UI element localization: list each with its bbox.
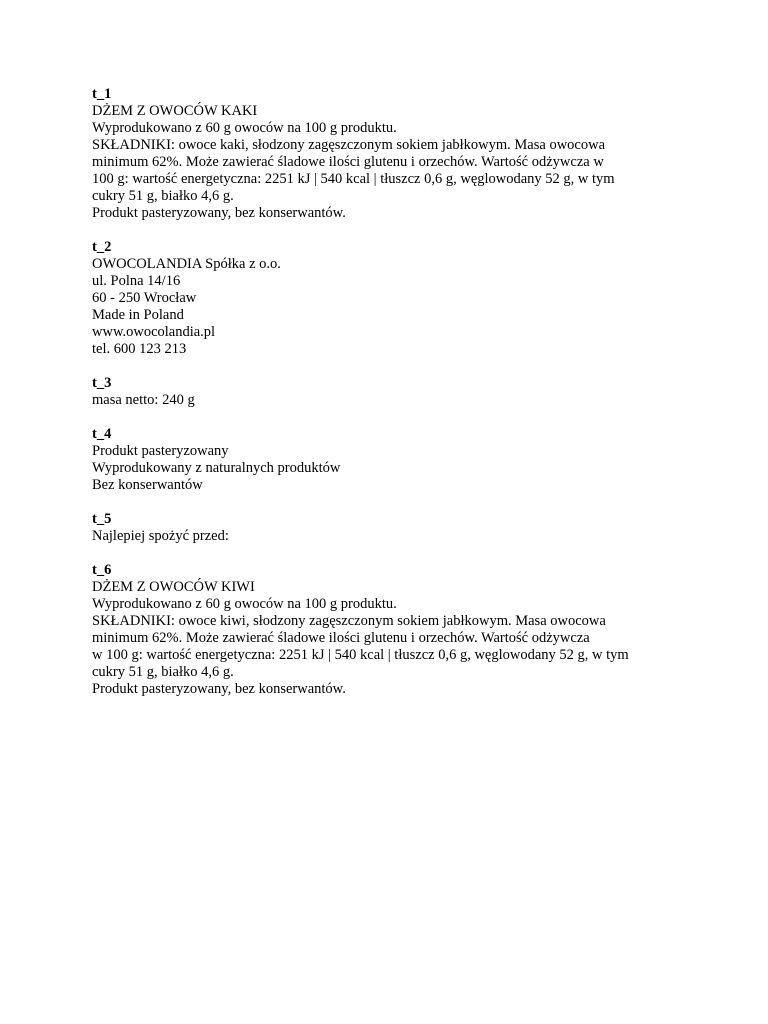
text-line: cukry 51 g, białko 4,6 g. [92,664,234,680]
text-line: cukry 51 g, białko 4,6 g. [92,188,234,204]
product-title: DŻEM Z OWOCÓW KIWI [92,579,255,595]
origin-line: Made in Poland [92,307,184,323]
text-line: Wyprodukowano z 60 g owoców na 100 g produktu. [92,120,397,136]
text-line: minimum 62%. Może zawierać śladowe ilości glutenu i orzechów. Wartość odżywcza w [92,154,604,170]
text-line: Bez konserwantów [92,477,203,493]
section-id: t_3 [92,375,112,391]
section-id: t_5 [92,511,112,527]
net-weight-line: masa netto: 240 g [92,392,195,408]
text-line: SKŁADNIKI: owoce kiwi, słodzony zagęszczonym sokiem jabłkowym. Masa owocowa [92,613,606,629]
section-t5 [92,511,692,545]
section-t3 [92,375,692,409]
section-id: t_4 [92,426,112,442]
text-line: w 100 g: wartość energetyczna: 2251 kJ | 540 kcal | tłuszcz 0,6 g, węglowodany 52 g, w tym [92,647,629,663]
text-line: SKŁADNIKI: owoce kaki, słodzony zagęszczonym sokiem jabłkowym. Masa owocowa [92,137,606,153]
section-t4 [92,426,692,494]
product-title: DŻEM Z OWOCÓW KAKI [92,103,258,119]
text-line: Wyprodukowany z naturalnych produktów [92,460,341,476]
text-line: Produkt pasteryzowany, bez konserwantów. [92,681,346,697]
address-line: 60 - 250 Wrocław [92,290,197,306]
address-line: ul. Polna 14/16 [92,273,181,289]
section-t1 [92,86,692,222]
website-line: www.owocolandia.pl [92,324,216,340]
section-id: t_6 [92,562,112,578]
company-name: OWOCOLANDIA Spółka z o.o. [92,256,281,272]
text-line: Produkt pasteryzowany [92,443,229,459]
text-line: Wyprodukowano z 60 g owoców na 100 g produktu. [92,596,397,612]
section-id: t_1 [92,86,112,102]
text-line: Produkt pasteryzowany, bez konserwantów. [92,205,346,221]
section-t2 [92,239,692,358]
document-page [92,86,692,715]
section-t6 [92,562,692,698]
best-before-line: Najlepiej spożyć przed: [92,528,229,544]
text-line: minimum 62%. Może zawierać śladowe ilości glutenu i orzechów. Wartość odżywcza [92,630,590,646]
section-id: t_2 [92,239,112,255]
phone-line: tel. 600 123 213 [92,341,187,357]
text-line: 100 g: wartość energetyczna: 2251 kJ | 540 kcal | tłuszcz 0,6 g, węglowodany 52 g, w tym [92,171,615,187]
